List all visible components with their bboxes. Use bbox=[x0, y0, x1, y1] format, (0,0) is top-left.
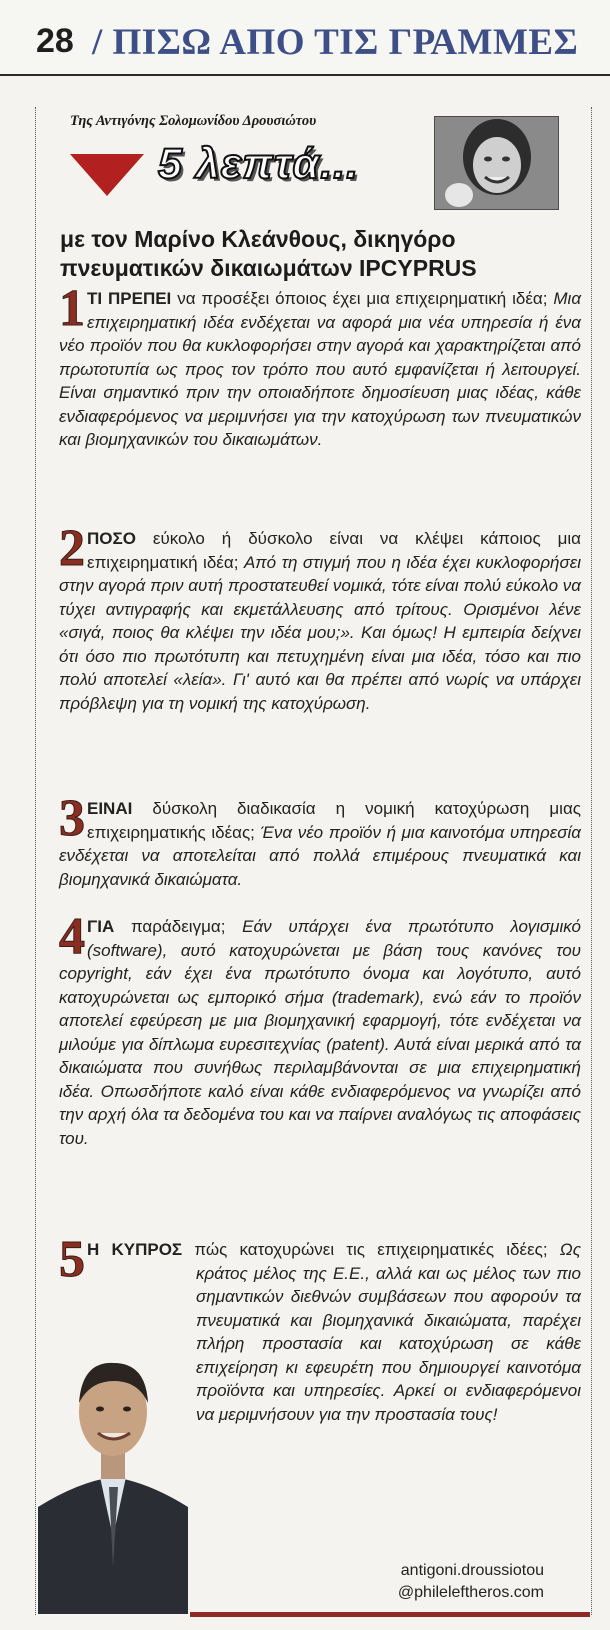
question-lead: ΓΙΑ bbox=[87, 917, 115, 936]
answer-text: Ένα νέο προϊόν ή μια καινοτόμα υπηρεσία ενδέχεται να αποτελείται από πολλά επιμέρους πνευματικά και βιομηχανικά δικαιώματα. bbox=[59, 822, 581, 889]
kicker-title: 5 λεπτά... bbox=[158, 140, 360, 188]
question-number: 5 bbox=[59, 1231, 85, 1288]
question-text: παράδειγμα; bbox=[130, 917, 226, 936]
question-number: 4 bbox=[59, 908, 85, 965]
answer-text: Εάν υπάρχει ένα πρωτότυπο λογισμικό (software), αυτό κατοχυρώνεται με βάση τους κανόνες του copyright, εάν έχει ένα πρωτότυπο όνομα και λογότυπο, αυτό κατοχυρώνεται ως εμπορικό σήμα (trademark), ενώ εάν το προϊόν αποτελεί εφεύρεση με μια βιομηχανική εφαρμογή, τότε ενδέχεται να μιλούμε για δίπλωμα ευρεσιτεχνίας (patent). Αυτά είναι μερικά από τα δικαιώματα που συνήθως περιλαμβάνονται σε μια επιχειρηματική ιδέα. Οπωσδήποτε καλό είναι κάθε ενδιαφερόμενος να γνωρίζει από την αρχή όλα τα δεδομένα του και να παίρνει αναλόγως τις αποφάσεις του. bbox=[59, 917, 581, 1148]
bottom-rule bbox=[190, 1612, 590, 1617]
author-photo bbox=[434, 116, 559, 210]
kicker-triangle-icon bbox=[70, 154, 144, 196]
question-text: να προσέξει όποιος έχει μια επιχειρηματική ιδέα; bbox=[177, 289, 548, 308]
question-text: πώς κατοχυρώνει τις επιχειρηματικές ιδέες; bbox=[194, 1240, 548, 1259]
page-header bbox=[0, 0, 610, 76]
question-lead: ΕΙΝΑΙ bbox=[87, 799, 133, 818]
answer-text: Ως κράτος μέλος της Ε.Ε., αλλά και ως μέλος των πιο σημαντικών διεθνών συμβάσεων που αφορούν τα πνευματικά και βιομηχανικά δικαιώματα, παρέχει πλήρη προστασία και κατοχύρωση σε κάθε επιχείρηση κι εφευρέτη που δημιουργεί καινοτόμα προϊόντα και υπηρεσίες. Αρκεί οι ενδιαφερόμενοι να μεριμνήσουν για την προστασία τους! bbox=[196, 1240, 581, 1424]
interviewee-portrait-icon bbox=[38, 1337, 188, 1614]
question-text: εύκολο ή δύσκολο είναι να κλέψει κάποιος μια επιχειρηματική ιδέα; bbox=[87, 529, 581, 572]
question-lead: Η ΚΥΠΡΟΣ bbox=[87, 1240, 183, 1259]
answer-text: Μια επιχειρηματική ιδέα ενδέχεται να αφορά μια νέα υπηρεσία ή ένα νέο προϊόν που θα κυκλοφορήσει στην αγορά και χαρακτηρίζεται από πρωτοτυπία ως προς τον τρόπο που αυτό εμφανίζεται ή λειτουργεί. Είναι σημαντικό πριν την οποιαδήποτε δημοσίευση μιας ιδέας, κάθε ενδιαφερόμενος να μεριμνήσει για την κατοχύρωση των πνευματικών και βιομηχανικών του δικαιωμάτων. bbox=[59, 289, 582, 449]
author-portrait-icon bbox=[435, 117, 558, 209]
question-number: 3 bbox=[59, 790, 85, 847]
question-number: 2 bbox=[59, 520, 85, 577]
author-email bbox=[398, 1560, 544, 1604]
question-lead: ΠΟΣΟ bbox=[87, 529, 136, 548]
article-headline: με τον Μαρίνο Κλεάνθους, δικηγόρο πνευματικών δικαιωμάτων IPCYPRUS bbox=[60, 226, 477, 281]
answer-text: Από τη στιγμή που η ιδέα έχει κυκλοφορήσει στην αγορά πριν αυτή προστατευθεί νομικά, τότε είναι πολύ εύκολο να τύχει αντιγραφής και εκμετάλλευσης από τρίτους. Ορισμένοι λένε «σιγά, ποιος θα κλέψει την ιδέα μου;». Και όμως! Η εμπειρία δείχνει ότι όσο πιο πρωτότυπη και πετυχημένη είναι μια ιδέα, τόσο και πιο πολύ αποτελεί «λεία». Γι' αυτό και θα πρέπει από νωρίς να υπάρχει πρόβλεψη για τη νομική της κατοχύρωση. bbox=[59, 552, 581, 713]
interviewee-photo bbox=[38, 1337, 188, 1614]
email-line-2: @phileleftheros.com bbox=[397, 1584, 544, 1601]
email-line-1: antigoni.droussiotou bbox=[400, 1562, 544, 1579]
question-block-4 bbox=[59, 908, 581, 1150]
question-block-3 bbox=[59, 790, 581, 891]
question-text: δύσκολη διαδικασία η νομική κατοχύρωση μιας επιχειρηματικής ιδέας; bbox=[87, 799, 581, 842]
question-block-1 bbox=[59, 280, 582, 452]
section-title: / ΠΙΣΩ ΑΠΟ ΤΙΣ ΓΡΑΜΜΕΣ bbox=[92, 22, 579, 63]
page-number: 28 bbox=[36, 22, 74, 60]
author-byline: Της Αντιγόνης Σολομωνίδου Δρουσιώτου bbox=[70, 113, 317, 129]
question-lead: ΤΙ ΠΡΕΠΕΙ bbox=[87, 289, 172, 308]
question-number: 1 bbox=[59, 280, 85, 337]
question-block-2 bbox=[59, 520, 581, 715]
